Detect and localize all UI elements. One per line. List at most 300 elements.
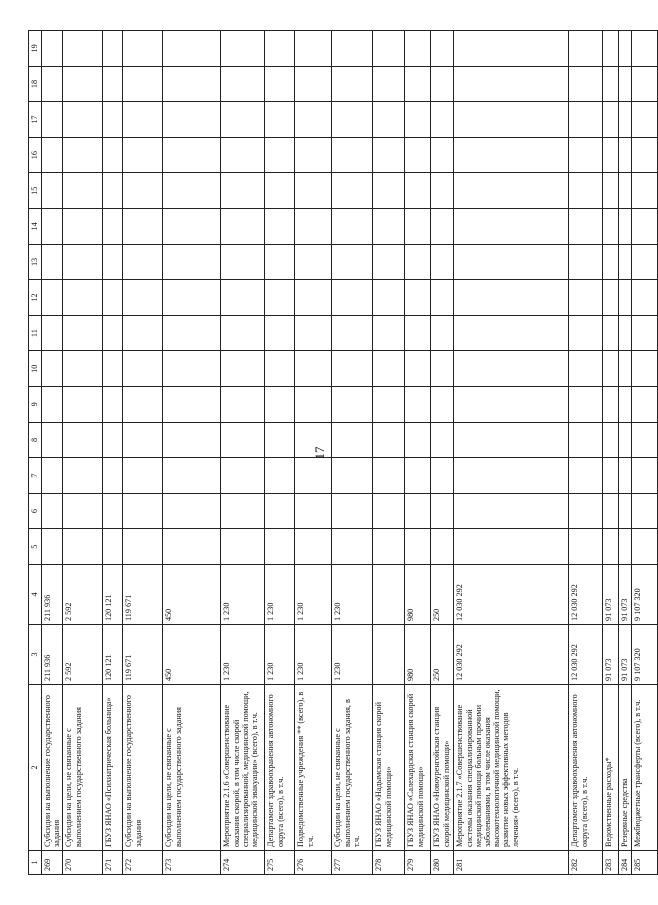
value-col-3-cell [373,625,405,685]
empty-cell [332,422,373,458]
empty-cell [619,387,631,423]
empty-cell [123,209,163,245]
value-col-3-cell: 120 121 [103,625,123,685]
empty-cell [332,387,373,423]
value-col-4-cell [373,565,405,625]
table-row [221,31,265,875]
empty-cell [619,31,631,67]
empty-cell [405,315,431,351]
empty-cell [42,315,63,351]
empty-cell [42,422,63,458]
row-name-cell: Мероприятие 2.1.7 «Совершенствование системы оказания специализированной медицинской помощи больным прочими заболеваниями, в том числе оказания высокотехнологичной медицинской помощи, развитие новых эффективных методов лечения» (всего), в т.ч. [454,685,569,851]
table-row [63,31,103,875]
empty-cell [42,31,63,67]
table-row [42,31,63,875]
value-col-3-cell: 1 230 [295,625,332,685]
header-cell-10: 10 [29,351,42,387]
empty-cell [265,244,295,280]
empty-cell [431,102,454,138]
value-col-4-cell: 250 [431,565,454,625]
empty-cell [431,66,454,102]
empty-cell [63,31,103,67]
empty-cell [265,387,295,423]
empty-cell [295,137,332,173]
row-number-cell: 274 [221,851,265,875]
row-number-cell: 285 [631,851,657,875]
empty-cell [63,137,103,173]
empty-cell [405,280,431,316]
empty-cell [569,493,603,529]
empty-cell [431,529,454,565]
empty-cell [373,66,405,102]
empty-cell [431,493,454,529]
empty-cell [431,209,454,245]
value-col-4-cell: 980 [405,565,431,625]
table-row [619,31,631,875]
empty-cell [373,137,405,173]
empty-cell [431,315,454,351]
empty-cell [569,209,603,245]
empty-cell [163,173,221,209]
page-number: 17 [312,446,327,460]
empty-cell [431,351,454,387]
empty-cell [454,351,569,387]
row-number-cell: 271 [103,851,123,875]
empty-cell [123,387,163,423]
empty-cell [295,387,332,423]
value-col-3-cell: 119 671 [123,625,163,685]
empty-cell [332,493,373,529]
empty-cell [63,209,103,245]
empty-cell [619,280,631,316]
empty-cell [123,280,163,316]
empty-cell [619,173,631,209]
empty-cell [619,422,631,458]
empty-cell [373,102,405,138]
empty-cell [603,280,619,316]
header-cell-11: 11 [29,315,42,351]
row-name-cell: ГБУЗ ЯНАО «Салехардская станция скорой медицинской помощи» [405,685,431,851]
header-cell-9: 9 [29,387,42,423]
empty-cell [569,66,603,102]
table-row [103,31,123,875]
empty-cell [405,458,431,494]
value-col-4-cell: 119 671 [123,565,163,625]
empty-cell [295,66,332,102]
value-col-4-cell: 9 107 320 [631,565,657,625]
empty-cell [631,493,657,529]
row-name-cell: Субсидии на цели, не связанные с выполнением государственного задания [163,685,221,851]
empty-cell [42,387,63,423]
empty-cell [619,137,631,173]
row-number-cell: 284 [619,851,631,875]
header-cell-17: 17 [29,102,42,138]
empty-cell [569,458,603,494]
empty-cell [619,209,631,245]
empty-cell [569,529,603,565]
empty-cell [221,137,265,173]
empty-cell [373,173,405,209]
empty-cell [603,173,619,209]
empty-cell [454,31,569,67]
empty-cell [619,315,631,351]
empty-cell [569,102,603,138]
table-row [569,31,603,875]
empty-cell [42,102,63,138]
empty-cell [123,422,163,458]
empty-cell [332,244,373,280]
empty-cell [103,173,123,209]
row-name-cell: Межбюджетные трансферты (всего), в т.ч. [631,685,657,851]
value-col-3-cell: 211 936 [42,625,63,685]
empty-cell [332,351,373,387]
empty-cell [163,529,221,565]
empty-cell [63,422,103,458]
empty-cell [265,137,295,173]
value-col-4-cell: 1 230 [265,565,295,625]
row-name-cell: Ведомственные расходы* [603,685,619,851]
row-number-cell: 278 [373,851,405,875]
empty-cell [619,493,631,529]
value-col-4-cell: 12 030 292 [569,565,603,625]
empty-cell [103,458,123,494]
empty-cell [631,458,657,494]
empty-cell [631,66,657,102]
empty-cell [619,102,631,138]
empty-cell [265,458,295,494]
empty-cell [431,173,454,209]
value-col-3-cell: 1 230 [221,625,265,685]
empty-cell [123,529,163,565]
empty-cell [221,493,265,529]
empty-cell [42,244,63,280]
row-name-cell: Мероприятие 2.1.6 «Совершенствование оказания скорой, в том числе скорой специализированной, медицинской помощи, медицинской эвакуации» (всего), в т.ч. [221,685,265,851]
empty-cell [63,102,103,138]
empty-cell [221,529,265,565]
empty-cell [405,351,431,387]
empty-cell [63,493,103,529]
empty-cell [603,493,619,529]
empty-cell [454,422,569,458]
empty-cell [163,458,221,494]
empty-cell [103,493,123,529]
row-name-cell: ГБУЗ ЯНАО «Надымская станция скорой медицинской помощи» [373,685,405,851]
row-number-cell: 280 [431,851,454,875]
value-col-3-cell: 2 592 [63,625,103,685]
empty-cell [454,493,569,529]
empty-cell [569,422,603,458]
empty-cell [163,31,221,67]
empty-cell [163,493,221,529]
empty-cell [42,137,63,173]
header-cell-3: 3 [29,625,42,685]
empty-cell [631,244,657,280]
empty-cell [123,351,163,387]
empty-cell [295,529,332,565]
empty-cell [373,315,405,351]
empty-cell [405,66,431,102]
header-cell-18: 18 [29,66,42,102]
empty-cell [603,137,619,173]
empty-cell [454,102,569,138]
empty-cell [103,351,123,387]
empty-cell [619,66,631,102]
empty-cell [603,209,619,245]
empty-cell [454,387,569,423]
empty-cell [123,102,163,138]
empty-cell [405,493,431,529]
empty-cell [631,280,657,316]
empty-cell [454,209,569,245]
empty-cell [405,209,431,245]
header-row [29,31,42,875]
empty-cell [221,458,265,494]
header-cell-16: 16 [29,137,42,173]
row-number-cell: 283 [603,851,619,875]
empty-cell [603,387,619,423]
empty-cell [332,529,373,565]
row-number-cell: 281 [454,851,569,875]
empty-cell [373,493,405,529]
empty-cell [42,280,63,316]
header-cell-5: 5 [29,529,42,565]
empty-cell [265,315,295,351]
empty-cell [42,458,63,494]
row-number-cell: 270 [63,851,103,875]
empty-cell [631,351,657,387]
empty-cell [295,102,332,138]
empty-cell [454,280,569,316]
empty-cell [295,31,332,67]
empty-cell [603,102,619,138]
header-cell-8: 8 [29,422,42,458]
header-cell-1: 1 [29,851,42,875]
empty-cell [373,209,405,245]
empty-cell [454,458,569,494]
empty-cell [123,173,163,209]
empty-cell [103,102,123,138]
empty-cell [631,422,657,458]
empty-cell [63,387,103,423]
empty-cell [265,31,295,67]
empty-cell [103,529,123,565]
empty-cell [163,422,221,458]
empty-cell [63,244,103,280]
empty-cell [405,387,431,423]
empty-cell [373,244,405,280]
empty-cell [431,137,454,173]
empty-cell [569,137,603,173]
empty-cell [603,66,619,102]
header-cell-13: 13 [29,244,42,280]
empty-cell [163,280,221,316]
empty-cell [123,66,163,102]
row-name-cell: Подведомственные учреждения ** (всего), в т.ч. [295,685,332,851]
row-name-cell: ГБУЗ ЯНАО «Психиатрическая больница» [103,685,123,851]
empty-cell [619,529,631,565]
empty-cell [265,493,295,529]
empty-cell [221,422,265,458]
value-col-3-cell: 1 230 [265,625,295,685]
empty-cell [221,280,265,316]
empty-cell [332,66,373,102]
empty-cell [103,315,123,351]
empty-cell [63,351,103,387]
empty-cell [123,31,163,67]
value-col-4-cell: 2 592 [63,565,103,625]
header-cell-6: 6 [29,493,42,529]
empty-cell [221,66,265,102]
empty-cell [373,529,405,565]
empty-cell [405,137,431,173]
empty-cell [103,137,123,173]
header-cell-7: 7 [29,458,42,494]
value-col-4-cell: 12 030 292 [454,565,569,625]
empty-cell [603,315,619,351]
empty-cell [454,66,569,102]
header-cell-12: 12 [29,280,42,316]
empty-cell [163,387,221,423]
empty-cell [332,280,373,316]
empty-cell [265,280,295,316]
table-row [631,31,657,875]
header-cell-14: 14 [29,209,42,245]
empty-cell [295,209,332,245]
empty-cell [631,173,657,209]
empty-cell [163,244,221,280]
value-col-3-cell: 91 073 [603,625,619,685]
value-col-4-cell: 1 230 [221,565,265,625]
empty-cell [42,351,63,387]
empty-cell [123,315,163,351]
empty-cell [332,315,373,351]
row-name-cell: Департамент здравоохранения автономного округа (всего), в т.ч. [265,685,295,851]
empty-cell [603,31,619,67]
empty-cell [163,209,221,245]
empty-cell [221,173,265,209]
empty-cell [454,529,569,565]
row-name-cell: Субсидии на цели, не связанные с выполнением государственного задания [63,685,103,851]
empty-cell [619,244,631,280]
empty-cell [431,280,454,316]
empty-cell [221,31,265,67]
empty-cell [221,387,265,423]
empty-cell [163,137,221,173]
table-row [431,31,454,875]
value-col-3-cell: 450 [163,625,221,685]
empty-cell [265,351,295,387]
empty-cell [569,173,603,209]
empty-cell [221,209,265,245]
value-col-4-cell: 91 073 [603,565,619,625]
empty-cell [373,458,405,494]
empty-cell [103,209,123,245]
row-number-cell: 269 [42,851,63,875]
empty-cell [332,31,373,67]
empty-cell [123,137,163,173]
empty-cell [63,529,103,565]
empty-cell [603,351,619,387]
empty-cell [42,209,63,245]
empty-cell [603,529,619,565]
value-col-3-cell: 980 [405,625,431,685]
empty-cell [42,493,63,529]
empty-cell [405,422,431,458]
header-cell-15: 15 [29,173,42,209]
empty-cell [265,66,295,102]
budget-table [28,30,658,875]
empty-cell [103,422,123,458]
row-number-cell: 276 [295,851,332,875]
empty-cell [454,173,569,209]
empty-cell [123,458,163,494]
empty-cell [163,351,221,387]
empty-cell [221,351,265,387]
empty-cell [332,173,373,209]
empty-cell [454,315,569,351]
empty-cell [295,315,332,351]
row-number-cell: 277 [332,851,373,875]
empty-cell [603,458,619,494]
empty-cell [405,31,431,67]
empty-cell [163,102,221,138]
empty-cell [163,315,221,351]
row-number-cell: 282 [569,851,603,875]
empty-cell [431,422,454,458]
empty-cell [103,31,123,67]
empty-cell [295,493,332,529]
header-cell-4: 4 [29,565,42,625]
empty-cell [42,173,63,209]
empty-cell [619,351,631,387]
empty-cell [405,529,431,565]
table-row [265,31,295,875]
empty-cell [265,209,295,245]
empty-cell [103,280,123,316]
empty-cell [295,173,332,209]
table-row [123,31,163,875]
row-name-cell: Субсидии на выполнение государственного задания [123,685,163,851]
empty-cell [63,173,103,209]
empty-cell [332,137,373,173]
value-col-4-cell: 1 230 [295,565,332,625]
table-row [295,31,332,875]
value-col-3-cell: 1 230 [332,625,373,685]
value-col-4-cell: 120 121 [103,565,123,625]
value-col-4-cell: 1 230 [332,565,373,625]
value-col-4-cell: 91 073 [619,565,631,625]
empty-cell [103,66,123,102]
empty-cell [431,244,454,280]
row-number-cell: 272 [123,851,163,875]
empty-cell [123,493,163,529]
empty-cell [332,102,373,138]
empty-cell [603,244,619,280]
empty-cell [373,387,405,423]
empty-cell [221,244,265,280]
empty-cell [454,137,569,173]
empty-cell [123,244,163,280]
empty-cell [163,66,221,102]
empty-cell [103,244,123,280]
empty-cell [405,102,431,138]
empty-cell [265,173,295,209]
empty-cell [295,280,332,316]
empty-cell [603,422,619,458]
empty-cell [265,529,295,565]
empty-cell [431,458,454,494]
value-col-3-cell: 91 073 [619,625,631,685]
